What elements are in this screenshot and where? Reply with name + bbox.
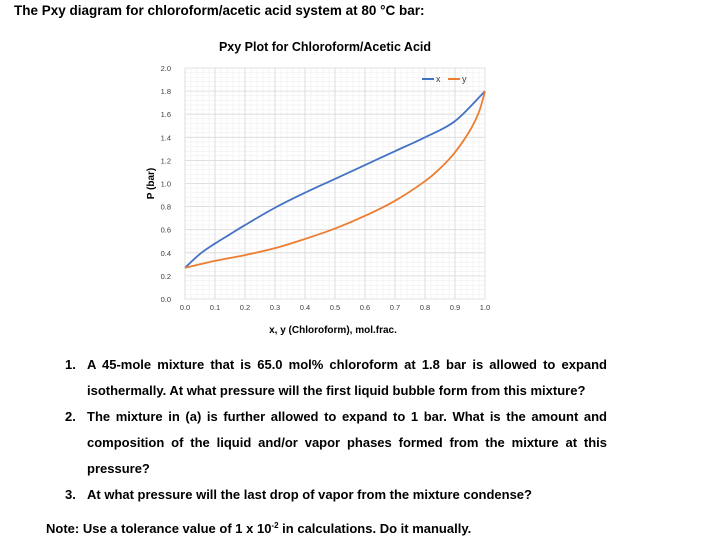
y-tick-label: 1.4 [160,133,171,143]
x-tick-labels [180,303,490,312]
x-tick-label: 0.6 [359,303,371,312]
grid [185,68,485,299]
y-tick-label: 1.6 [160,110,171,120]
y-tick-label: 0.8 [160,202,171,212]
x-tick-label: 0.7 [389,303,401,312]
note-suffix: in calculations. Do it manually. [278,521,472,536]
y-tick-label: 0.4 [160,248,171,258]
y-tick-label: 0.0 [160,295,171,304]
x-tick-label: 1.0 [479,303,491,312]
x-axis-label: x, y (Chloroform), mol.frac. [269,325,397,336]
question-text: A 45-mole mixture that is 65.0 mol% chloroform at 1.8 bar is allowed to expand isothermally. At what pressure will the first liquid bubble form from this mixture? [87,357,607,398]
question-item [62,482,607,508]
question-item [62,404,607,482]
note-prefix: Note: Use a tolerance value of 1 x 10 [46,521,272,536]
question-number: 1. [65,357,76,372]
y-tick-label: 1.8 [160,87,171,97]
legend-label: x [436,74,441,84]
x-tick-label: 0.5 [329,303,341,312]
chart-title: Pxy Plot for Chloroform/Acetic Acid [218,40,432,54]
y-tick-label: 0.2 [160,271,171,281]
x-tick-label: 0.8 [419,303,431,312]
x-tick-label: 0.4 [299,303,311,312]
pxy-chart [140,34,510,344]
y-tick-label: 2.0 [160,64,171,73]
question-text: The mixture in (a) is further allowed to expand to 1 bar. What is the amount and composition of the liquid and/or vapor phases formed from the mixture at this pressure? [87,409,607,476]
x-tick-label: 0.9 [449,303,461,312]
x-tick-label: 0.1 [209,303,221,312]
question-number: 3. [65,487,76,502]
note [46,521,471,536]
y-tick-label: 1.2 [160,156,171,166]
question-number: 2. [65,409,76,424]
heading: The Pxy diagram for chloroform/acetic acid system at 80 °C bar: [14,3,425,18]
y-tick-label: 1.0 [160,179,171,189]
note-exponent: -2 [271,521,279,530]
y-axis-label: P (bar) [146,167,157,200]
legend-label: y [462,74,467,84]
question-text: At what pressure will the last drop of vapor from the mixture condense? [87,487,532,502]
x-tick-label: 0.0 [179,303,191,312]
legend [422,74,467,84]
y-tick-label: 0.6 [160,225,171,235]
x-tick-label: 0.3 [269,303,281,312]
y-tick-labels [161,64,171,304]
question-item [62,352,607,404]
question-list [62,352,607,508]
x-tick-label: 0.2 [239,303,251,312]
